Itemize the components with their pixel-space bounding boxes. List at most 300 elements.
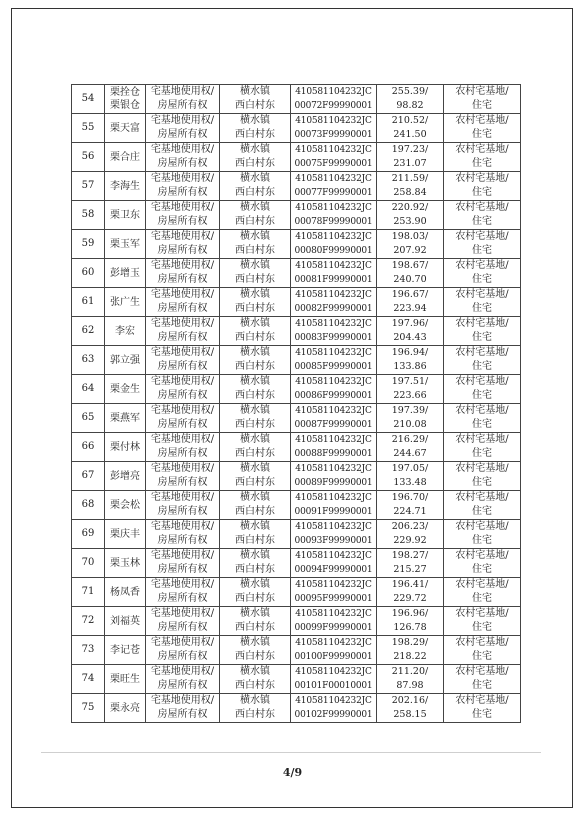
right-type-line: 宅基地使用权/: [150, 115, 215, 126]
area-values-line: 197.39/: [391, 405, 429, 416]
parcel-code-line: 410581104232JC: [295, 609, 372, 619]
area-values-line: 231.07: [393, 158, 427, 169]
right-type-line: 宅基地使用权/: [150, 202, 215, 213]
right-type-line: 房屋所有权: [157, 593, 208, 604]
right-type-line: 房屋所有权: [157, 709, 208, 720]
parcel-code-line: 410581104232JC: [295, 174, 372, 184]
row-number-cell: 64: [72, 375, 105, 404]
area-values-line: 196.94/: [391, 347, 429, 358]
parcel-code-line: 00080F99990001: [294, 246, 373, 256]
table-row: [72, 317, 521, 346]
location-cell: [220, 433, 291, 462]
location-line: 西白村东: [235, 129, 275, 140]
land-use-cell: [444, 201, 521, 230]
parcel-code-cell: [291, 346, 377, 375]
row-number-cell: 56: [72, 143, 105, 172]
right-type-cell: [146, 317, 220, 346]
table-row: [72, 491, 521, 520]
right-type-line: 宅基地使用权/: [150, 289, 215, 300]
owner-name-cell: [105, 259, 146, 288]
area-values-line: 206.23/: [391, 521, 429, 532]
owner-name-line: 栗永亮: [110, 702, 140, 714]
land-use-cell: [444, 85, 521, 114]
parcel-code-line: 410581104232JC: [295, 145, 372, 155]
parcel-code-line: 00089F99990001: [294, 478, 373, 488]
parcel-code-cell: [291, 288, 377, 317]
location-cell: [220, 317, 291, 346]
location-line: 横水镇: [240, 550, 270, 561]
row-number-cell: 70: [72, 549, 105, 578]
owner-name-cell: [105, 201, 146, 230]
area-values-cell: [377, 172, 444, 201]
parcel-code-cell: [291, 520, 377, 549]
location-line: 西白村东: [235, 477, 275, 488]
parcel-code-line: 410581104232JC: [295, 116, 372, 126]
right-type-cell: [146, 607, 220, 636]
location-line: 西白村东: [235, 100, 275, 111]
owner-name-line: 李记苍: [110, 644, 140, 656]
parcel-code-cell: [291, 114, 377, 143]
row-number-cell: 71: [72, 578, 105, 607]
location-line: 西白村东: [235, 303, 275, 314]
area-values-cell: [377, 114, 444, 143]
right-type-line: 房屋所有权: [157, 506, 208, 517]
parcel-code-line: 410581104232JC: [295, 377, 372, 387]
right-type-line: 宅基地使用权/: [150, 550, 215, 561]
area-values-line: 223.94: [393, 303, 427, 314]
owner-name-cell: [105, 694, 146, 723]
parcel-code-line: 00082F99990001: [294, 304, 373, 314]
land-use-line: 住宅: [472, 593, 492, 604]
location-line: 西白村东: [235, 680, 275, 691]
location-cell: [220, 201, 291, 230]
right-type-cell: [146, 375, 220, 404]
table-row: [72, 85, 521, 114]
parcel-code-line: 00095F99990001: [294, 594, 373, 604]
right-type-line: 宅基地使用权/: [150, 434, 215, 445]
land-use-line: 农村宅基地/: [455, 492, 509, 503]
land-use-line: 农村宅基地/: [455, 318, 509, 329]
parcel-code-cell: [291, 404, 377, 433]
location-cell: [220, 549, 291, 578]
parcel-code-cell: [291, 578, 377, 607]
area-values-cell: [377, 404, 444, 433]
parcel-code-line: 410581104232JC: [295, 551, 372, 561]
area-values-line: 229.72: [393, 593, 427, 604]
right-type-cell: [146, 578, 220, 607]
location-line: 西白村东: [235, 361, 275, 372]
owner-name-line: 杨凤香: [110, 586, 140, 598]
location-line: 横水镇: [240, 231, 270, 242]
land-use-line: 住宅: [472, 361, 492, 372]
table-row: [72, 259, 521, 288]
land-use-line: 住宅: [472, 680, 492, 691]
owner-name-line: 栗卫东: [110, 209, 140, 221]
parcel-code-cell: [291, 85, 377, 114]
owner-name-cell: [105, 462, 146, 491]
owner-name-cell: [105, 346, 146, 375]
area-values-line: 133.48: [393, 477, 427, 488]
parcel-code-line: 410581104232JC: [295, 319, 372, 329]
land-use-cell: [444, 491, 521, 520]
parcel-code-line: 410581104232JC: [295, 232, 372, 242]
right-type-line: 房屋所有权: [157, 564, 208, 575]
land-use-cell: [444, 259, 521, 288]
row-number-cell: 60: [72, 259, 105, 288]
parcel-code-cell: [291, 433, 377, 462]
records-table: [71, 84, 521, 723]
land-use-line: 农村宅基地/: [455, 260, 509, 271]
parcel-code-line: 410581104232JC: [295, 696, 372, 706]
owner-name-line: 栗天富: [110, 122, 140, 134]
land-use-line: 农村宅基地/: [455, 115, 509, 126]
location-cell: [220, 462, 291, 491]
area-values-cell: [377, 607, 444, 636]
location-line: 横水镇: [240, 666, 270, 677]
parcel-code-line: 00077F99990001: [294, 188, 373, 198]
right-type-line: 宅基地使用权/: [150, 608, 215, 619]
right-type-cell: [146, 259, 220, 288]
location-cell: [220, 636, 291, 665]
right-type-line: 房屋所有权: [157, 332, 208, 343]
location-line: 西白村东: [235, 506, 275, 517]
parcel-code-line: 410581104232JC: [295, 522, 372, 532]
area-values-cell: [377, 520, 444, 549]
owner-name-cell: [105, 665, 146, 694]
area-values-line: 218.22: [393, 651, 427, 662]
row-number-cell: 57: [72, 172, 105, 201]
land-use-cell: [444, 462, 521, 491]
location-line: 横水镇: [240, 405, 270, 416]
owner-name-cell: [105, 549, 146, 578]
location-cell: [220, 607, 291, 636]
table-row: [72, 694, 521, 723]
land-use-cell: [444, 578, 521, 607]
location-line: 横水镇: [240, 637, 270, 648]
area-values-cell: [377, 636, 444, 665]
area-values-cell: [377, 230, 444, 259]
location-cell: [220, 143, 291, 172]
location-line: 横水镇: [240, 434, 270, 445]
location-line: 横水镇: [240, 579, 270, 590]
table-row: [72, 172, 521, 201]
row-number-cell: 55: [72, 114, 105, 143]
location-line: 西白村东: [235, 564, 275, 575]
right-type-cell: [146, 201, 220, 230]
owner-name-line: 栗玉军: [110, 238, 140, 250]
location-line: 横水镇: [240, 492, 270, 503]
right-type-line: 房屋所有权: [157, 477, 208, 488]
right-type-line: 房屋所有权: [157, 303, 208, 314]
land-use-line: 住宅: [472, 274, 492, 285]
location-cell: [220, 288, 291, 317]
right-type-line: 房屋所有权: [157, 245, 208, 256]
area-values-line: 211.59/: [391, 173, 429, 184]
right-type-line: 房屋所有权: [157, 187, 208, 198]
area-values-line: 87.98: [396, 680, 424, 691]
owner-name-cell: [105, 520, 146, 549]
area-values-line: 241.50: [393, 129, 427, 140]
right-type-line: 宅基地使用权/: [150, 86, 215, 97]
right-type-line: 房屋所有权: [157, 448, 208, 459]
owner-name-line: 彭增亮: [110, 470, 140, 482]
area-values-line: 198.29/: [391, 637, 429, 648]
location-line: 横水镇: [240, 376, 270, 387]
row-number-cell: 72: [72, 607, 105, 636]
land-use-line: 住宅: [472, 651, 492, 662]
location-cell: [220, 694, 291, 723]
right-type-line: 房屋所有权: [157, 361, 208, 372]
area-values-cell: [377, 549, 444, 578]
area-values-line: 223.66: [393, 390, 427, 401]
right-type-cell: [146, 549, 220, 578]
table-row: [72, 578, 521, 607]
area-values-cell: [377, 317, 444, 346]
table-row: [72, 462, 521, 491]
area-values-cell: [377, 462, 444, 491]
parcel-code-line: 410581104232JC: [295, 406, 372, 416]
land-use-line: 住宅: [472, 622, 492, 633]
parcel-code-line: 00088F99990001: [294, 449, 373, 459]
area-values-cell: [377, 433, 444, 462]
right-type-cell: [146, 85, 220, 114]
land-use-line: 住宅: [472, 390, 492, 401]
land-use-line: 住宅: [472, 187, 492, 198]
parcel-code-cell: [291, 259, 377, 288]
land-use-line: 农村宅基地/: [455, 608, 509, 619]
location-cell: [220, 85, 291, 114]
owner-name-line: 栗旺生: [110, 673, 140, 685]
location-cell: [220, 259, 291, 288]
land-use-line: 住宅: [472, 564, 492, 575]
location-line: 西白村东: [235, 390, 275, 401]
parcel-code-cell: [291, 607, 377, 636]
location-line: 横水镇: [240, 318, 270, 329]
location-cell: [220, 665, 291, 694]
land-use-line: 农村宅基地/: [455, 695, 509, 706]
land-use-cell: [444, 694, 521, 723]
land-use-cell: [444, 143, 521, 172]
area-values-cell: [377, 665, 444, 694]
area-values-cell: [377, 694, 444, 723]
row-number-cell: 61: [72, 288, 105, 317]
parcel-code-cell: [291, 462, 377, 491]
parcel-code-line: 00075F99990001: [294, 159, 373, 169]
land-use-cell: [444, 317, 521, 346]
location-line: 横水镇: [240, 173, 270, 184]
land-use-line: 农村宅基地/: [455, 144, 509, 155]
area-values-cell: [377, 85, 444, 114]
area-values-line: 255.39/: [391, 86, 429, 97]
parcel-code-line: 00083F99990001: [294, 333, 373, 343]
owner-name-line: 栗庆丰: [110, 528, 140, 540]
owner-name-line: 栗合庄: [110, 151, 140, 163]
page-number: 4/9: [282, 766, 303, 779]
right-type-cell: [146, 230, 220, 259]
table-row: [72, 549, 521, 578]
area-values-line: 204.43: [393, 332, 427, 343]
owner-name-line: 栗玉林: [110, 557, 140, 569]
right-type-line: 房屋所有权: [157, 274, 208, 285]
row-number-cell: 62: [72, 317, 105, 346]
parcel-code-line: 410581104232JC: [295, 87, 372, 97]
land-use-line: 住宅: [472, 100, 492, 111]
land-use-line: 住宅: [472, 709, 492, 720]
area-values-cell: [377, 201, 444, 230]
land-use-line: 住宅: [472, 158, 492, 169]
area-values-line: 196.67/: [391, 289, 429, 300]
land-use-line: 农村宅基地/: [455, 173, 509, 184]
parcel-code-line: 00102F99990001: [294, 710, 373, 720]
right-type-line: 房屋所有权: [157, 622, 208, 633]
land-use-line: 住宅: [472, 245, 492, 256]
table-row: [72, 665, 521, 694]
parcel-code-line: 410581104232JC: [295, 493, 372, 503]
land-use-line: 农村宅基地/: [455, 86, 509, 97]
area-values-line: 126.78: [393, 622, 427, 633]
owner-name-cell: [105, 433, 146, 462]
parcel-code-line: 410581104232JC: [295, 435, 372, 445]
area-values-line: 198.03/: [391, 231, 429, 242]
row-number-cell: 66: [72, 433, 105, 462]
owner-name-cell: [105, 491, 146, 520]
area-values-line: 240.70: [393, 274, 427, 285]
row-number-cell: 74: [72, 665, 105, 694]
row-number-cell: 67: [72, 462, 105, 491]
location-line: 西白村东: [235, 448, 275, 459]
location-cell: [220, 491, 291, 520]
owner-name-line: 栗付林: [110, 441, 140, 453]
parcel-code-line: 410581104232JC: [295, 580, 372, 590]
right-type-cell: [146, 636, 220, 665]
land-use-line: 农村宅基地/: [455, 231, 509, 242]
owner-name-cell: [105, 85, 146, 114]
right-type-line: 宅基地使用权/: [150, 260, 215, 271]
parcel-code-line: 00101F00010001: [294, 681, 373, 691]
location-cell: [220, 578, 291, 607]
row-number-cell: 54: [72, 85, 105, 114]
land-use-line: 农村宅基地/: [455, 289, 509, 300]
table-row: [72, 288, 521, 317]
right-type-line: 房屋所有权: [157, 158, 208, 169]
land-use-line: 住宅: [472, 332, 492, 343]
area-values-line: 207.92: [393, 245, 427, 256]
row-number-cell: 59: [72, 230, 105, 259]
parcel-code-cell: [291, 375, 377, 404]
area-values-line: 197.51/: [391, 376, 429, 387]
owner-name-cell: [105, 288, 146, 317]
right-type-line: 房屋所有权: [157, 100, 208, 111]
land-use-cell: [444, 520, 521, 549]
area-values-line: 198.67/: [391, 260, 429, 271]
area-values-cell: [377, 288, 444, 317]
parcel-code-line: 00072F99990001: [294, 101, 373, 111]
right-type-cell: [146, 694, 220, 723]
location-line: 横水镇: [240, 86, 270, 97]
parcel-code-line: 00085F99990001: [294, 362, 373, 372]
right-type-line: 宅基地使用权/: [150, 637, 215, 648]
right-type-cell: [146, 433, 220, 462]
parcel-code-line: 410581104232JC: [295, 667, 372, 677]
land-use-line: 住宅: [472, 506, 492, 517]
row-number-cell: 68: [72, 491, 105, 520]
land-use-cell: [444, 433, 521, 462]
area-values-line: 229.92: [393, 535, 427, 546]
right-type-line: 房屋所有权: [157, 651, 208, 662]
land-use-line: 农村宅基地/: [455, 434, 509, 445]
area-values-line: 253.90: [393, 216, 427, 227]
parcel-code-cell: [291, 317, 377, 346]
parcel-code-line: 410581104232JC: [295, 261, 372, 271]
area-values-line: 210.08: [393, 419, 427, 430]
land-use-line: 农村宅基地/: [455, 521, 509, 532]
land-use-line: 农村宅基地/: [455, 202, 509, 213]
right-type-line: 宅基地使用权/: [150, 144, 215, 155]
owner-name-cell: [105, 317, 146, 346]
land-use-cell: [444, 288, 521, 317]
right-type-line: 宅基地使用权/: [150, 463, 215, 474]
owner-name-cell: [105, 114, 146, 143]
area-values-line: 196.70/: [391, 492, 429, 503]
land-use-cell: [444, 230, 521, 259]
table-row: [72, 433, 521, 462]
area-values-line: 258.84: [393, 187, 427, 198]
land-use-line: 住宅: [472, 535, 492, 546]
right-type-line: 宅基地使用权/: [150, 318, 215, 329]
land-use-line: 农村宅基地/: [455, 579, 509, 590]
owner-name-cell: [105, 230, 146, 259]
parcel-code-cell: [291, 694, 377, 723]
land-use-line: 农村宅基地/: [455, 347, 509, 358]
owner-name-cell: [105, 607, 146, 636]
location-line: 横水镇: [240, 202, 270, 213]
land-use-cell: [444, 665, 521, 694]
table-row: [72, 636, 521, 665]
area-values-line: 133.86: [393, 361, 427, 372]
right-type-line: 房屋所有权: [157, 390, 208, 401]
parcel-code-line: 410581104232JC: [295, 348, 372, 358]
parcel-code-line: 410581104232JC: [295, 203, 372, 213]
right-type-cell: [146, 491, 220, 520]
land-use-line: 农村宅基地/: [455, 405, 509, 416]
right-type-line: 房屋所有权: [157, 419, 208, 430]
area-values-line: 197.96/: [391, 318, 429, 329]
location-line: 西白村东: [235, 419, 275, 430]
owner-name-cell: [105, 578, 146, 607]
parcel-code-line: 410581104232JC: [295, 464, 372, 474]
parcel-code-cell: [291, 549, 377, 578]
table-row: [72, 143, 521, 172]
land-use-line: 农村宅基地/: [455, 637, 509, 648]
owner-name-cell: [105, 375, 146, 404]
location-line: 西白村东: [235, 158, 275, 169]
footer-rule: [41, 752, 541, 753]
area-values-line: 197.05/: [391, 463, 429, 474]
row-number-cell: 58: [72, 201, 105, 230]
area-values-cell: [377, 346, 444, 375]
parcel-code-line: 00081F99990001: [294, 275, 373, 285]
area-values-line: 197.23/: [391, 144, 429, 155]
land-use-line: 农村宅基地/: [455, 550, 509, 561]
land-use-line: 农村宅基地/: [455, 666, 509, 677]
table-row: [72, 520, 521, 549]
land-use-cell: [444, 114, 521, 143]
row-number-cell: 65: [72, 404, 105, 433]
row-number-cell: 63: [72, 346, 105, 375]
location-cell: [220, 172, 291, 201]
area-values-cell: [377, 143, 444, 172]
area-values-line: 210.52/: [391, 115, 429, 126]
